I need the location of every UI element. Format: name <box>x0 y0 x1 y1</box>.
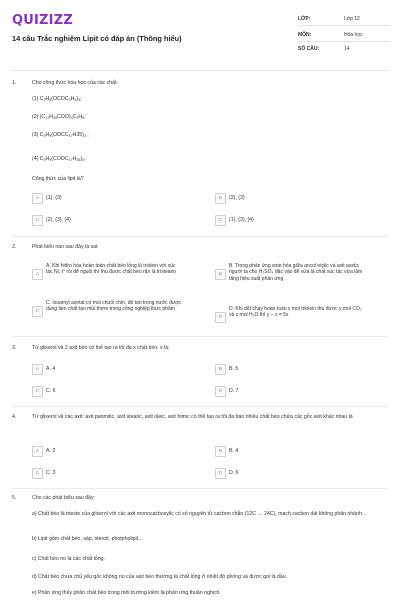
meta-value: 14 <box>344 46 350 52</box>
option-text: D. 6 <box>229 470 239 476</box>
option-a[interactable] <box>32 263 212 291</box>
option-c[interactable] <box>32 300 212 328</box>
header-divider <box>12 70 388 71</box>
option-text: (1), (3), (4) <box>229 217 254 223</box>
meta-key: SỐ CÂU: <box>298 46 320 52</box>
option-letter: B <box>215 193 226 204</box>
meta-value: Hóa học <box>344 32 363 38</box>
option-text: C. 6 <box>46 388 56 394</box>
option-letter: A <box>32 269 43 280</box>
question-number: 5. <box>12 495 17 501</box>
option-letter: B <box>215 446 226 457</box>
meta-row-count <box>298 44 390 56</box>
question-prompt: Công thức của lipit là? <box>32 176 84 182</box>
meta-key: LỚP: <box>298 16 311 22</box>
formula-4: (4) $C_3H_5(COOC_{17}H_{35})_3$. <box>32 156 86 162</box>
question-text: Cho công thức hóa học của các chất: <box>32 80 118 86</box>
statement-d: d) Chất béo chứa chủ yếu gốc không no của axit béo thường là chất lỏng ở nhiệt độ phòng và được gọi là dầu. <box>32 574 288 580</box>
quizizz-logo[interactable]: QUIZIZZ <box>12 13 73 28</box>
meta-row-subject <box>298 30 390 42</box>
worksheet-header <box>0 0 400 66</box>
question-number: 1. <box>12 80 17 86</box>
option-letter: B <box>215 364 226 375</box>
statement-e: e) Phản ứng thủy phân chất béo trong môi trường kiềm là phản ứng thuận nghịch. <box>32 590 221 596</box>
option-text: A. 4 <box>46 366 56 372</box>
page-title: 14 câu Trắc nghiệm Lipit có đáp án (Thông hiểu) <box>12 34 182 43</box>
option-text: B. 4 <box>229 448 239 454</box>
option-text: C. Isoamyl axetat có mùi chuối chín, để tan trong nước được dùng làm chất tạo mùi thơm trong công nghiệp thực phẩm <box>46 300 181 313</box>
meta-row-class <box>298 14 390 26</box>
option-text: B. 5 <box>229 366 239 372</box>
option-letter: A <box>32 446 43 457</box>
question-text: Từ glixerol và 2 axit béo có thể tạo ra tối đa x chất béo. x là: <box>32 345 170 351</box>
question-number: 4. <box>12 414 17 420</box>
question-text: Phát biểu nào sau đây là sai: <box>32 244 99 250</box>
option-letter: B <box>215 269 226 280</box>
option-letter: D <box>215 386 226 397</box>
formula-2: (2) $(C_{17}H_{35}COO)_3C_3H_5$; <box>32 114 86 120</box>
meta-key: MÔN: <box>298 32 312 38</box>
statement-a: a) Chất béo là trieste của glixerol với các axit monocacboxylic có số nguyên tử cacbon chẵn (12C → 24C), mạch cacbon dài không phân nhánh... <box>32 511 367 517</box>
option-text: D. Khi đốt cháy hoàn toàn x mol triolein thu được y mol CO₂ và z mol H₂O thì y − z = 5x <box>229 306 362 319</box>
question-divider <box>12 488 388 489</box>
option-letter: C <box>32 468 43 479</box>
option-text: (2), (3), (4) <box>46 217 71 223</box>
option-letter: C <box>32 306 43 317</box>
option-text: (1), (3) <box>46 195 62 201</box>
option-b[interactable] <box>215 263 390 291</box>
option-letter: D <box>215 468 226 479</box>
option-text: C. 3 <box>46 470 56 476</box>
question-number: 2. <box>12 244 17 250</box>
option-text: A. 2 <box>46 448 56 454</box>
option-text: (2), (3) <box>229 195 245 201</box>
option-d[interactable] <box>215 306 390 330</box>
question-divider <box>12 336 388 337</box>
option-letter: A <box>32 364 43 375</box>
option-text: B. Trong phản ứng este hóa giữa ancol etylic và axit axetic người ta cho H₂SO₄ đặc vào để vừa là chất xúc tác vừa làm tăng hiệu suất phản ứng <box>229 263 363 282</box>
option-letter: A <box>32 193 43 204</box>
question-number: 3. <box>12 345 17 351</box>
question-divider <box>12 406 388 407</box>
statement-b: b) Lipit gồm chất béo, sáp, steroit, photpholipit... <box>32 536 143 542</box>
question-divider <box>12 236 388 237</box>
meta-value: Lớp 12 <box>344 16 360 22</box>
option-letter: C <box>32 386 43 397</box>
question-text: Cho các phát biểu sau đây: <box>32 495 95 501</box>
formula-3: (3) $C_3H_5(OOCC_{17}H35)_3$ ; <box>32 132 89 138</box>
option-letter: D <box>215 312 226 323</box>
formula-1: (1) $C_3H_5(OCOC_4H_9)_3$; <box>32 96 82 102</box>
option-letter: D <box>215 215 226 226</box>
option-text: A. Khi hiđro hóa hoàn toàn chất béo lỏng là triolein với xúc tác Ni, t° rồi để nguội thì thu được chất béo rắn là tristearin <box>46 263 177 276</box>
question-text: Từ glixerol và các axit: axit panmitic, axit stearic, axit oleic, axit fomic có thể tạo ra tối đa bao nhiêu chất béo chứa các gốc axit khác nhau là <box>32 414 353 420</box>
option-letter: C <box>32 215 43 226</box>
option-text: D. 7 <box>229 388 239 394</box>
statement-c: c) Chất béo no là các chất lỏng. <box>32 556 105 562</box>
